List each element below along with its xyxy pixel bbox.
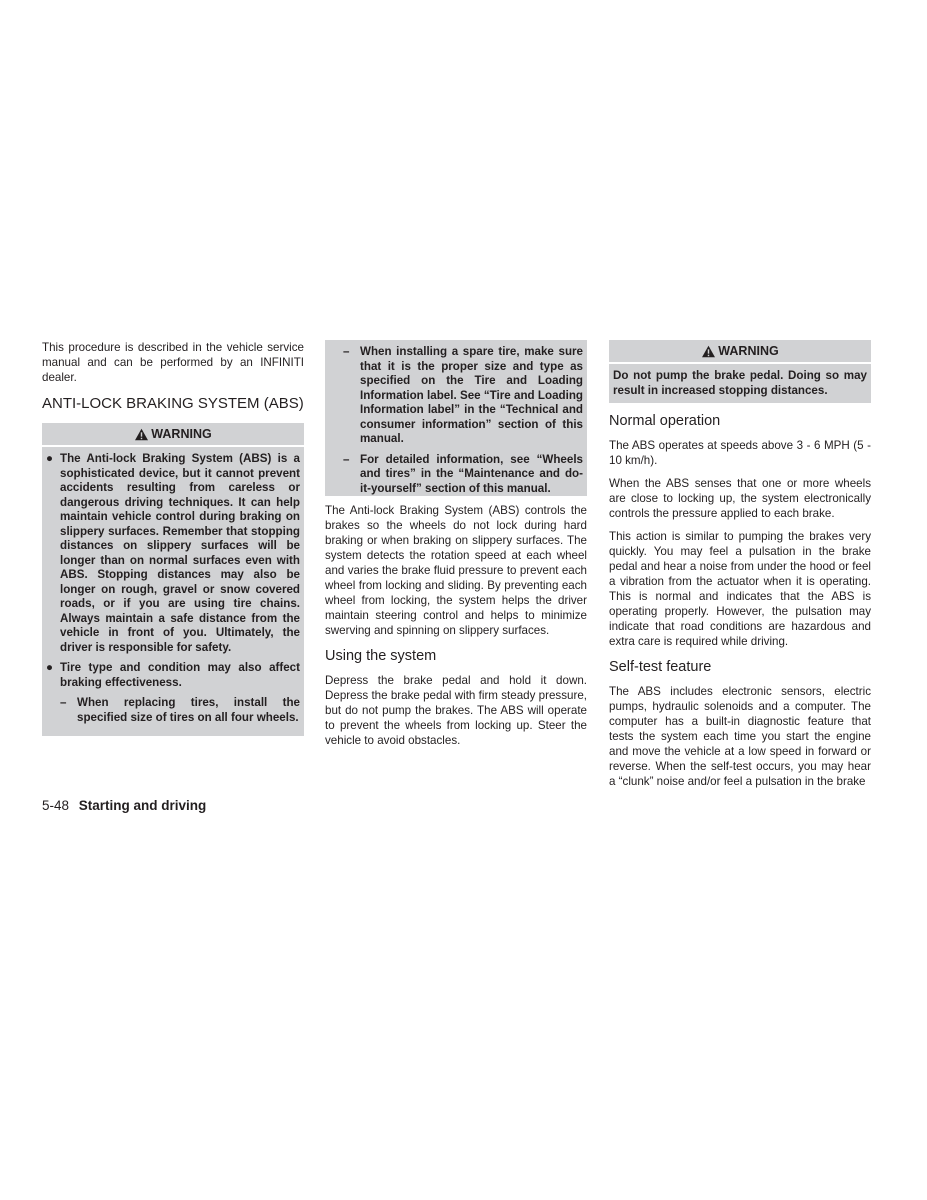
using-system-paragraph: Depress the brake pedal and hold it down. Depress the brake pedal with firm steady pressure, but do not pump the brakes. The ABS will operate to prevent the wheels from locking up. Steer the vehicle to avoid obstacles.	[325, 674, 587, 747]
warning-dash-text: When installing a spare tire, make sure that it is the proper size and type as specified on the Tire and Loading Information label. See “Tire and Loading Information label” in the “Technical and consumer information” section of this manual.	[360, 345, 583, 445]
normal-operation-paragraph-2: When the ABS senses that one or more wheels are close to locking up, the system electronically controls the pressure applied to each brake.	[609, 477, 871, 520]
column-right	[609, 340, 871, 797]
using-system-heading: Using the system	[325, 648, 437, 664]
normal-operation-heading: Normal operation	[609, 413, 721, 429]
warning-dash-text: For detailed information, see “Wheels and tires” in the “Maintenance and do-it-yourself” section of this manual.	[360, 452, 583, 495]
warning-header	[609, 343, 871, 364]
warning-triangle-icon	[134, 428, 149, 441]
page-number: 5-48	[42, 798, 70, 813]
intro-paragraph: This procedure is described in the vehicle service manual and can be performed by an INFINITI dealer.	[42, 341, 304, 384]
warning-dash-text: When replacing tires, install the specified size of tires on all four wheels.	[77, 696, 300, 724]
self-test-heading: Self-test feature	[609, 659, 712, 675]
warning-box-continued	[325, 340, 587, 496]
bullet-marker: ●	[46, 661, 54, 674]
warning-bullet-1	[46, 452, 300, 655]
warning-triangle-icon	[701, 345, 716, 358]
abs-section-heading: ANTI-LOCK BRAKING SYSTEM (ABS)	[42, 395, 304, 412]
dash-marker: –	[343, 345, 350, 358]
normal-operation-paragraph-1: The ABS operates at speeds above 3 - 6 MPH (5 - 10 km/h).	[609, 439, 871, 467]
self-test-paragraph: The ABS includes electronic sensors, electric pumps, hydraulic solenoids and a computer. The computer has a built-in diagnostic feature that tests the system each time you start the engine and move the vehicle at a low speed in forward or reverse. When the self-test occurs, you may hear a “clunk” noise and/or feel a pulsation in the brake	[609, 685, 871, 788]
warning-dash-item-1	[60, 696, 300, 725]
warning-bullet-text: The Anti-lock Braking System (ABS) is a sophisticated device, but it cannot prevent accidents resulting from careless or dangerous driving techniques. It can help maintain vehicle control during braking on slippery surfaces. Remember that stopping distances on slippery surfaces will be longer than on normal surfaces even with ABS. Stopping distances may also be longer on rough, gravel or snow covered roads, or if you are using tire chains. Always maintain a safe distance from the vehicle in front of you. Ultimately, the driver is responsible for safety.	[60, 452, 300, 654]
warning-header	[42, 426, 304, 447]
warning-title: WARNING	[151, 427, 212, 441]
column-middle	[325, 340, 587, 756]
warning-bullet-text: Tire type and condition may also affect braking effectiveness.	[60, 661, 300, 689]
warning-text: Do not pump the brake pedal. Doing so may result in increased stopping distances.	[613, 369, 867, 397]
page-footer	[42, 797, 206, 815]
column-left	[42, 340, 304, 743]
dash-marker: –	[60, 696, 67, 709]
warning-dash-item-3	[343, 453, 583, 497]
warning-box-abs	[42, 423, 304, 736]
section-name: Starting and driving	[78, 798, 207, 813]
dash-marker: –	[343, 452, 350, 466]
abs-description-paragraph: The Anti-lock Braking System (ABS) controls the brakes so the wheels do not lock during hard braking or when braking on slippery surfaces. The system detects the rotation speed at each wheel and varies the brake fluid pressure to prevent each wheel from locking and sliding. By preventing each wheel from locking, the system helps the driver maintain steering control and helps to minimize swerving and spinning on slippery surfaces.	[325, 504, 587, 637]
normal-operation-paragraph-3: This action is similar to pumping the brakes very quickly. You may feel a pulsation in the brake pedal and hear a noise from under the hood or feel a vibration from the actuator when it is operating. This is normal and indicates that the ABS is operating properly. However, the pulsation may indicate that road conditions are hazardous and extra care is required while driving.	[609, 530, 871, 648]
warning-dash-item-2	[343, 345, 583, 447]
warning-box-pump	[609, 340, 871, 403]
bullet-marker: ●	[46, 452, 54, 465]
warning-bullet-2	[46, 661, 300, 690]
warning-title: WARNING	[718, 344, 779, 358]
